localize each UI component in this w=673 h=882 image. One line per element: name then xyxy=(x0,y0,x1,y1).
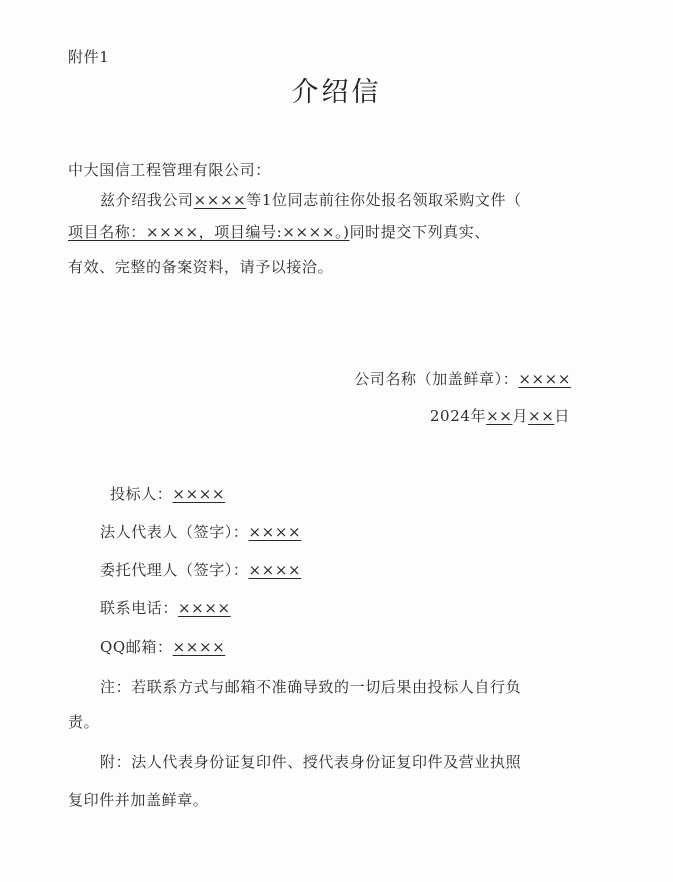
body-line-1 xyxy=(100,190,522,210)
legal-rep-value: ×××× xyxy=(248,523,302,541)
document-title: 介绍信 xyxy=(291,77,382,108)
note-line-2: 责。 xyxy=(68,713,100,731)
agent-value: ×××× xyxy=(248,561,302,579)
bidder-value: ×××× xyxy=(172,485,226,503)
phone-label: 联系电话： xyxy=(100,599,179,617)
bidder-label: 投标人： xyxy=(110,485,173,503)
body-line-1-post: 等1位同志前往你处报名领取采购文件（ xyxy=(246,191,522,209)
phone-value: ×××× xyxy=(178,599,231,617)
project-info: 项目名称：××××，项目编号:××××。) xyxy=(68,223,350,241)
appendix-line-2: 复印件并加盖鲜章。 xyxy=(68,791,209,809)
date-month-suffix: 月 xyxy=(512,407,529,425)
legal-rep-line xyxy=(100,522,301,542)
date-line xyxy=(430,406,570,426)
body-line-2 xyxy=(68,222,490,242)
email-line xyxy=(100,637,225,657)
attachment-label: 附件1 xyxy=(68,48,110,66)
legal-rep-label: 法人代表人（签字）： xyxy=(100,523,249,541)
addressee: 中大国信工程管理有限公司： xyxy=(68,161,271,179)
date-year: 2024年 xyxy=(429,407,487,425)
body-line-1-pre: 兹介绍我公司 xyxy=(100,191,194,209)
bidder-line xyxy=(110,484,225,504)
introduced-person-name: ×××× xyxy=(193,191,247,209)
body-line-3: 有效、完整的备案资料，请予以接洽。 xyxy=(68,258,334,276)
company-signature-line xyxy=(354,369,571,389)
date-month: ×× xyxy=(486,407,513,425)
body-line-2-post: 同时提交下列真实、 xyxy=(349,223,490,241)
email-label: QQ邮箱： xyxy=(100,638,173,656)
agent-line xyxy=(100,560,301,580)
note-line-1: 注：若联系方式与邮箱不准确导致的一切后果由投标人自行负 xyxy=(100,678,522,696)
date-day: ×× xyxy=(528,407,555,425)
appendix-line-1: 附：法人代表身份证复印件、授代表身份证复印件及营业执照 xyxy=(100,753,522,771)
date-day-suffix: 日 xyxy=(554,407,570,425)
email-value: ×××× xyxy=(172,638,226,656)
agent-label: 委托代理人（签字）： xyxy=(100,561,249,579)
company-value: ×××× xyxy=(518,370,571,388)
phone-line xyxy=(100,598,231,618)
company-label: 公司名称（加盖鲜章）： xyxy=(354,370,519,388)
